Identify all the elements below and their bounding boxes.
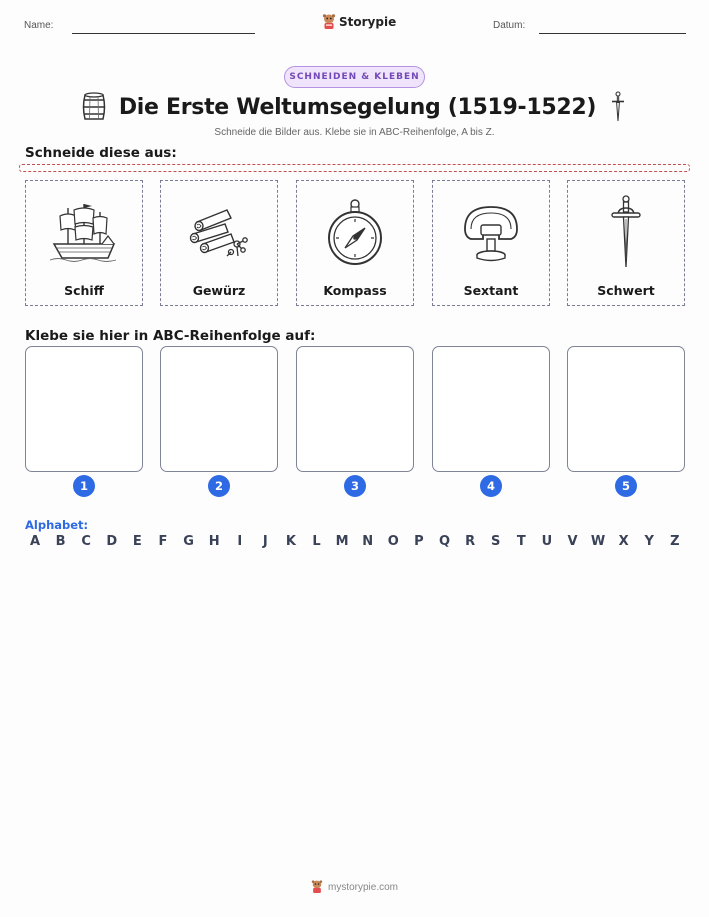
title-row (0, 91, 709, 123)
paste-box-5[interactable] (567, 346, 685, 472)
alphabet-letter: K (285, 534, 296, 549)
alphabet-letter: N (362, 534, 374, 549)
date-label: Datum: (493, 20, 526, 31)
paste-box-4[interactable] (432, 346, 550, 472)
alphabet-letter: G (183, 534, 194, 549)
page-title: Die Erste Weltumsegelung (1519-1522) (118, 94, 597, 120)
alphabet-letter: X (618, 534, 629, 549)
date-line (539, 33, 686, 34)
alphabet-label: Alphabet: (25, 518, 89, 532)
storypie-mascot-icon (322, 14, 336, 30)
brand-name: Storypie (339, 15, 397, 29)
paste-box-1[interactable] (25, 346, 143, 472)
alphabet-letter: Y (644, 534, 654, 549)
cut-card-ship[interactable] (25, 180, 143, 306)
alphabet-letter: A (29, 534, 41, 549)
paste-box-3[interactable] (296, 346, 414, 472)
alphabet-letter: P (414, 534, 424, 549)
alphabet-letter: I (237, 534, 243, 549)
sextant-icon (459, 199, 523, 265)
alphabet-letter: M (335, 534, 349, 549)
cut-card-sword[interactable] (567, 180, 685, 306)
cut-card-label: Sextant (463, 283, 519, 298)
alphabet-letter: C (81, 534, 91, 549)
alphabet-letter: Z (670, 534, 680, 549)
paste-box-2[interactable] (160, 346, 278, 472)
number-badge-1: 1 (73, 475, 95, 497)
cut-line (19, 164, 690, 172)
footer-url: mystorypie.com (327, 881, 398, 893)
activity-badge: SCHNEIDEN & KLEBEN (284, 66, 425, 88)
name-line (72, 33, 255, 34)
brand-logo (322, 14, 396, 30)
ship-icon (48, 200, 120, 264)
name-label: Name: (24, 20, 54, 31)
alphabet-letter: S (491, 534, 501, 549)
number-badge-2: 2 (208, 475, 230, 497)
alphabet-letter: Q (438, 534, 451, 549)
cut-card-sextant[interactable] (432, 180, 550, 306)
cut-card-label: Kompass (323, 283, 387, 298)
cut-card-label: Schiff (64, 283, 104, 298)
alphabet-letter: L (312, 534, 321, 549)
alphabet-letter: B (55, 534, 66, 549)
alphabet-letter: W (590, 534, 606, 549)
sword-icon (604, 195, 648, 269)
cut-section-heading: Schneide diese aus: (25, 145, 177, 161)
compass-icon (323, 198, 387, 266)
alphabet-letter: T (516, 534, 526, 549)
alphabet-letter: R (465, 534, 476, 549)
alphabet-letter: F (158, 534, 168, 549)
number-badge-5: 5 (615, 475, 637, 497)
paste-section-heading: Klebe sie hier in ABC-Reihenfolge auf: (25, 328, 316, 344)
alphabet-letter: U (541, 534, 553, 549)
cut-card-spice[interactable] (160, 180, 278, 306)
dagger-icon (608, 91, 628, 123)
alphabet-letter: J (262, 534, 268, 549)
spice-icon (183, 200, 255, 264)
alphabet-letter: E (132, 534, 142, 549)
alphabet-letter: O (387, 534, 399, 549)
cut-card-label: Schwert (597, 283, 655, 298)
storypie-mascot-icon (311, 880, 323, 894)
number-badge-3: 3 (344, 475, 366, 497)
cut-card-label: Gewürz (192, 283, 246, 298)
barrel-icon (81, 92, 107, 122)
alphabet-letter: D (106, 534, 118, 549)
alphabet-letter: H (208, 534, 220, 549)
number-badge-4: 4 (480, 475, 502, 497)
alphabet-letter: V (567, 534, 578, 549)
instructions: Schneide die Bilder aus. Klebe sie in ABC-Reihenfolge, A bis Z. (214, 127, 495, 138)
footer (0, 880, 709, 894)
cut-card-compass[interactable] (296, 180, 414, 306)
alphabet-row (25, 534, 685, 549)
